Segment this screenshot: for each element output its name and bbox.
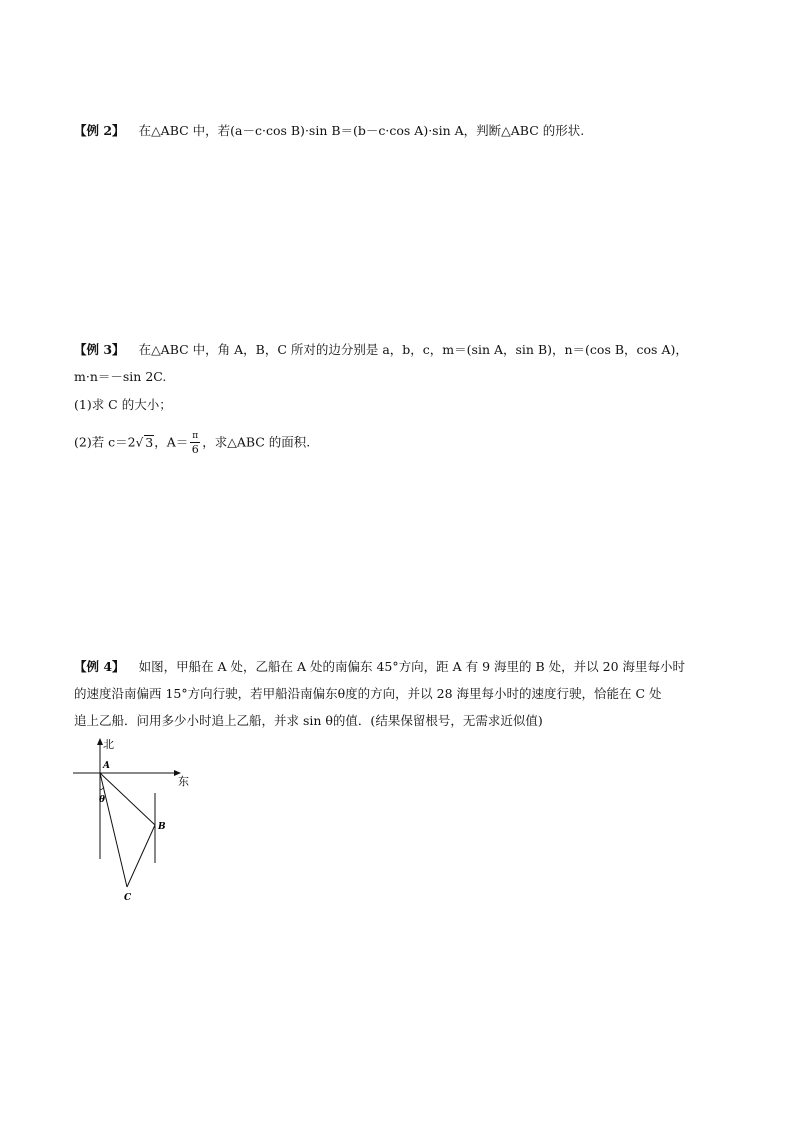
north-label: 北 [103,738,114,751]
example-3-question-1 [74,396,172,414]
example-4-text-1: 如图，甲船在 A 处，乙船在 A 处的南偏东 45°方向，距 A 有 9 海里的 B 处，并以 20 海里每小时 [138,659,685,674]
example-4-text-2: 的速度沿南偏西 15°方向行驶，若甲船沿南偏东θ度的方向，并以 28 海里每小时的速度行驶，恰能在 C 处 [74,686,662,701]
example-2-tag: 【例 2】 [74,123,125,138]
fraction-denominator: 6 [191,443,199,456]
segment-bc [127,825,155,887]
fraction-pi-over-6 [190,430,200,456]
example-3-q2-radicand: 3 [145,434,154,450]
navigation-diagram [60,735,210,910]
example-4-text-3: 追上乙船．问用多少小时追上乙船，并求 sin θ的值．(结果保留根号，无需求近似值) [74,713,543,728]
sqrt-symbol: √ [135,435,144,450]
example-4-line-3 [74,712,543,730]
example-4-line-1 [74,658,685,676]
example-3-q2-mid: ，A＝ [154,434,189,450]
segment-ac [100,773,127,887]
example-3-q2-post: ，求△ABC 的面积. [202,434,311,450]
example-3-q2-pre: (2)若 c＝2 [74,434,136,450]
example-3-q1: (1)求 C 的大小； [74,397,172,412]
point-c-label: C [124,893,132,903]
east-label: 东 [178,775,189,788]
example-2 [74,122,584,140]
example-4-tag: 【例 4】 [74,659,125,674]
example-3-question-2 [74,430,310,456]
point-b-label: B [158,822,166,832]
point-a-label: A [103,761,110,771]
theta-label: θ [99,795,106,805]
example-3-text-2: m·n＝－sin 2C. [74,369,167,384]
example-4-line-2 [74,685,662,703]
example-3-line-1 [74,341,688,359]
example-3-tag: 【例 3】 [74,342,125,357]
segment-ab [100,773,155,825]
fraction-numerator: π [192,431,199,441]
example-3-line-2 [74,368,166,386]
example-2-text: 在△ABC 中，若(a－c·cos B)·sin B＝(b－c·cos A)·sin A，判断△ABC 的形状. [138,123,585,138]
example-3-text-1: 在△ABC 中，角 A，B，C 所对的边分别是 a，b，c，m＝(sin A，sin B)，n＝(cos B，cos A)， [138,342,688,357]
